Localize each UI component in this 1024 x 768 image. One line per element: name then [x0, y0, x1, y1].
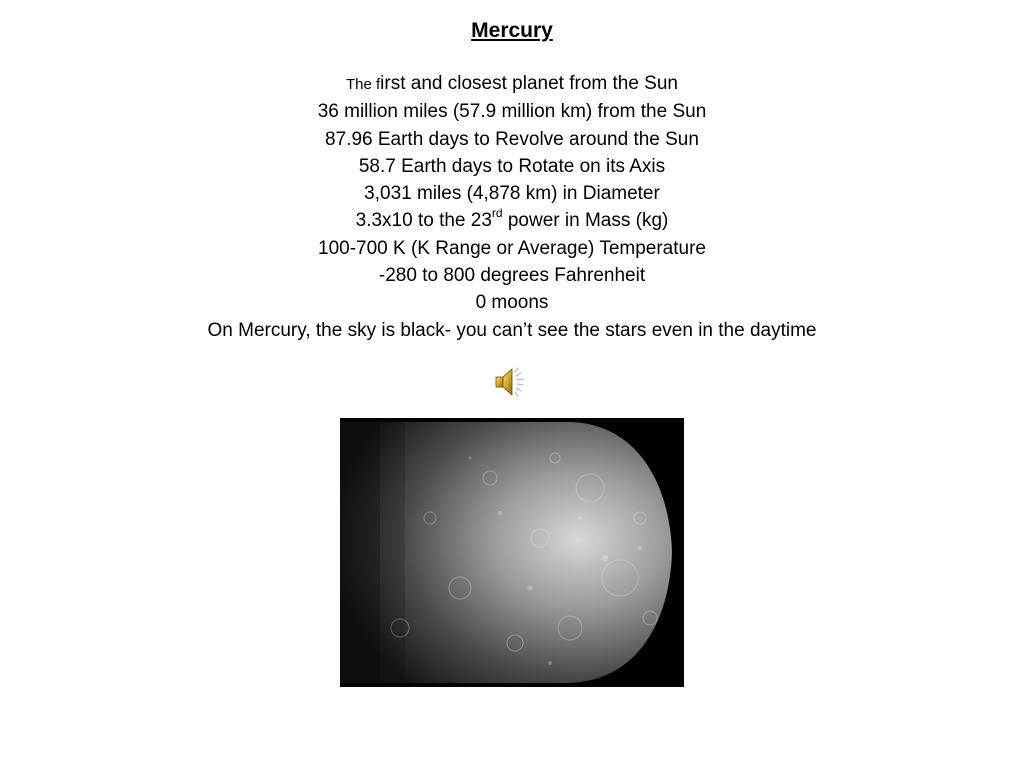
fact-line-1 — [0, 70, 1024, 98]
fact-line-3: 87.96 Earth days to Revolve around the Sun — [325, 128, 699, 150]
facts-list — [0, 70, 1024, 344]
fact-line-4: 58.7 Earth days to Rotate on its Axis — [358, 155, 666, 177]
fact-line-9: 0 moons — [475, 292, 549, 314]
speaker-icon[interactable] — [493, 365, 529, 399]
mercury-photo — [340, 418, 684, 687]
fact-line-5: 3,031 miles (4,878 km) in Diameter — [364, 183, 660, 205]
fact-line-7: 100-700 K (K Range or Average) Temperature — [318, 237, 706, 259]
fact-line-6-sup: rd — [491, 206, 503, 221]
fact-line-8: -280 to 800 degrees Fahrenheit — [378, 265, 646, 287]
fact-line-6-after: power in Mass (kg) — [502, 210, 669, 232]
fact-line-10: On Mercury, the sky is black- you can’t see the stars even in the daytime — [207, 319, 817, 341]
slide-title: Mercury — [471, 19, 553, 42]
fact-line-1-rest: irst and closest planet from the Sun — [380, 73, 678, 94]
fact-line-2: 36 million miles (57.9 million km) from the Sun — [317, 101, 707, 123]
mercury-planet-image — [340, 418, 684, 687]
fact-line-6 — [0, 207, 1024, 234]
speaker-icon-graphic — [493, 365, 529, 399]
fact-line-6-before: 3.3x10 to the 23 — [355, 210, 492, 232]
fact-line-1-prefix: The f — [345, 76, 381, 93]
